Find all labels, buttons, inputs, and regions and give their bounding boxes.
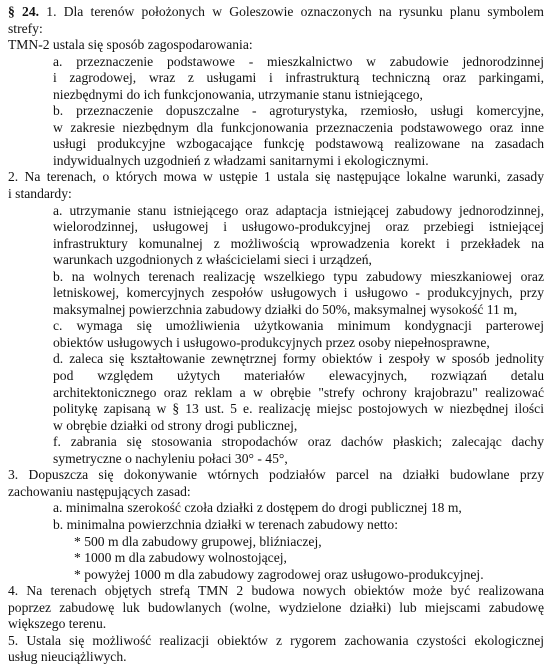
tmn2-intro: TMN-2 ustala się sposób zagospodarowania: [8, 37, 253, 53]
item-2d-line: architektonicznego oraz reklam a w obrębie "strefy ochrony krajobrazu" realizować [53, 384, 544, 400]
item-1b-line: indywidualnych uzgodnień z władzami sanitarnymi i ekologicznymi. [53, 152, 429, 168]
paragraph-2-line: 2. Na terenach, o których mowa w ustępie 1 ustala się następujące lokalne warunki, zasady [8, 169, 544, 185]
item-1b-line: usługi produkcyjne wzbogacające funkcję podstawową realizowane na zasadach [53, 136, 544, 152]
paragraph-5-line: 5. Ustala się możliwość realizacji obiektów z rygorem zachowania czystości ekologicznej [8, 632, 544, 648]
item-3a: a. minimalna szerokość czoła działki z dostępem do drogi publicznej 18 m, [53, 500, 462, 516]
paragraph-5-line: usług nieuciążliwych. [8, 649, 127, 665]
item-2b-line: letniskowej, komercyjnych zespołów usługowych i usługowo - produkcyjnych, przy [53, 285, 544, 301]
item-2b-line: b. na wolnych terenach realizację wszelkiego typu zabudowy mieszkaniowej oraz [53, 268, 544, 284]
item-3b: b. minimalna powierzchnia działki w terenach zabudowy netto: [53, 516, 399, 532]
item-1b-line: b. przeznaczenie dopuszczalne - agroturystyka, rzemiosło, usługi komercyjne, [53, 103, 544, 119]
item-1a-line: niezbędnymi do ich funkcjonowania, utrzymanie stanu istniejącego, [53, 86, 423, 102]
item-2f-line: f. zabrania się stosowania stropodachów oraz dachów płaskich; zalecając dachy [53, 434, 544, 450]
item-1a-line: i zagrodowej, wraz z usługami i infrastrukturą techniczną oraz parkingami, [53, 70, 544, 86]
bullet-item: * powyżej 1000 m dla zabudowy zagrodowej oraz usługowo-produkcyjnej. [74, 566, 484, 582]
item-2c-line: c. wymaga się umożliwienia użytkowania minimum kondygnacji parterowej [53, 318, 544, 334]
paragraph-1-line-2: strefy: [8, 20, 43, 36]
item-1a-line: a. przeznaczenie podstawowe - mieszkalnictwo w zabudowie jednorodzinnej [53, 53, 544, 69]
paragraph-1-text: 1. Dla terenów położonych w Goleszowie oznaczonych na rysunku planu symbolem [46, 4, 545, 19]
bullet-item: * 1000 m dla zabudowy wolnostojącej, [74, 550, 287, 566]
item-2a-line: a. utrzymanie stanu istniejącego oraz adaptacja istniejącej zabudowy jednorodzinnej, [53, 202, 544, 218]
item-2f-line: symetryczne o nachyleniu połaci 30° - 45°, [53, 450, 288, 466]
item-2c-line: obiektów usługowych i usługowo-produkcyjnych przez osoby niepełnosprawne, [53, 334, 490, 350]
paragraph-3-line: zachowaniu następujących zasad: [8, 483, 191, 499]
section-number: § 24. [8, 4, 40, 19]
item-2d-line: politykę zapisaną w § 13 ust. 5 e. realizację miejsc postojowych w niezbędnej ilości [53, 401, 544, 417]
paragraph-3-line: 3. Dopuszcza się dokonywanie wtórnych podziałów parcel na działki budowlane przy [8, 467, 544, 483]
item-2a-line: infrastruktury komunalnej z możliwością wprowadzenia korekt i przekładek na [53, 235, 544, 251]
item-2b-line: maksymalnej powierzchnia zabudowy działki do 50%, maksymalnej wysokość 11 m, [53, 301, 518, 317]
paragraph-4-line: poprzez zabudowę luk budowlanych (wolne, wydzielone działki) lub miejscami zabudowę [8, 599, 544, 615]
item-2a-line: wielorodzinnej, usługowej i usługowo-produkcyjnej oraz przebiegi istniejącej [53, 219, 544, 235]
paragraph-4-line: 4. Na terenach objętych strefą TMN 2 budowa nowych obiektów może być realizowana [8, 583, 544, 599]
item-2d-line: pod względem użytych materiałów elewacyjnych, rozwiązań detalu [53, 368, 544, 384]
bullet-item: * 500 m dla zabudowy grupowej, bliźniaczej, [74, 533, 322, 549]
item-1b-line: w zakresie niezbędnym dla funkcjonowania przeznaczenia podstawowego oraz inne [53, 119, 544, 135]
item-2d-line: w obrębie działki od strony drogi publicznej, [53, 417, 298, 433]
paragraph-4-line: większego terenu. [8, 616, 107, 632]
paragraph-1-line-1 [8, 4, 544, 21]
item-2a-line: warunkach uzgodnionych z właścicielami sieci i urządzeń, [53, 252, 372, 268]
item-2d-line: d. zaleca się kształtowanie zewnętrznej formy obiektów i zespoły w sposób jednolity [53, 351, 544, 367]
paragraph-2-line: i standardy: [8, 186, 72, 202]
